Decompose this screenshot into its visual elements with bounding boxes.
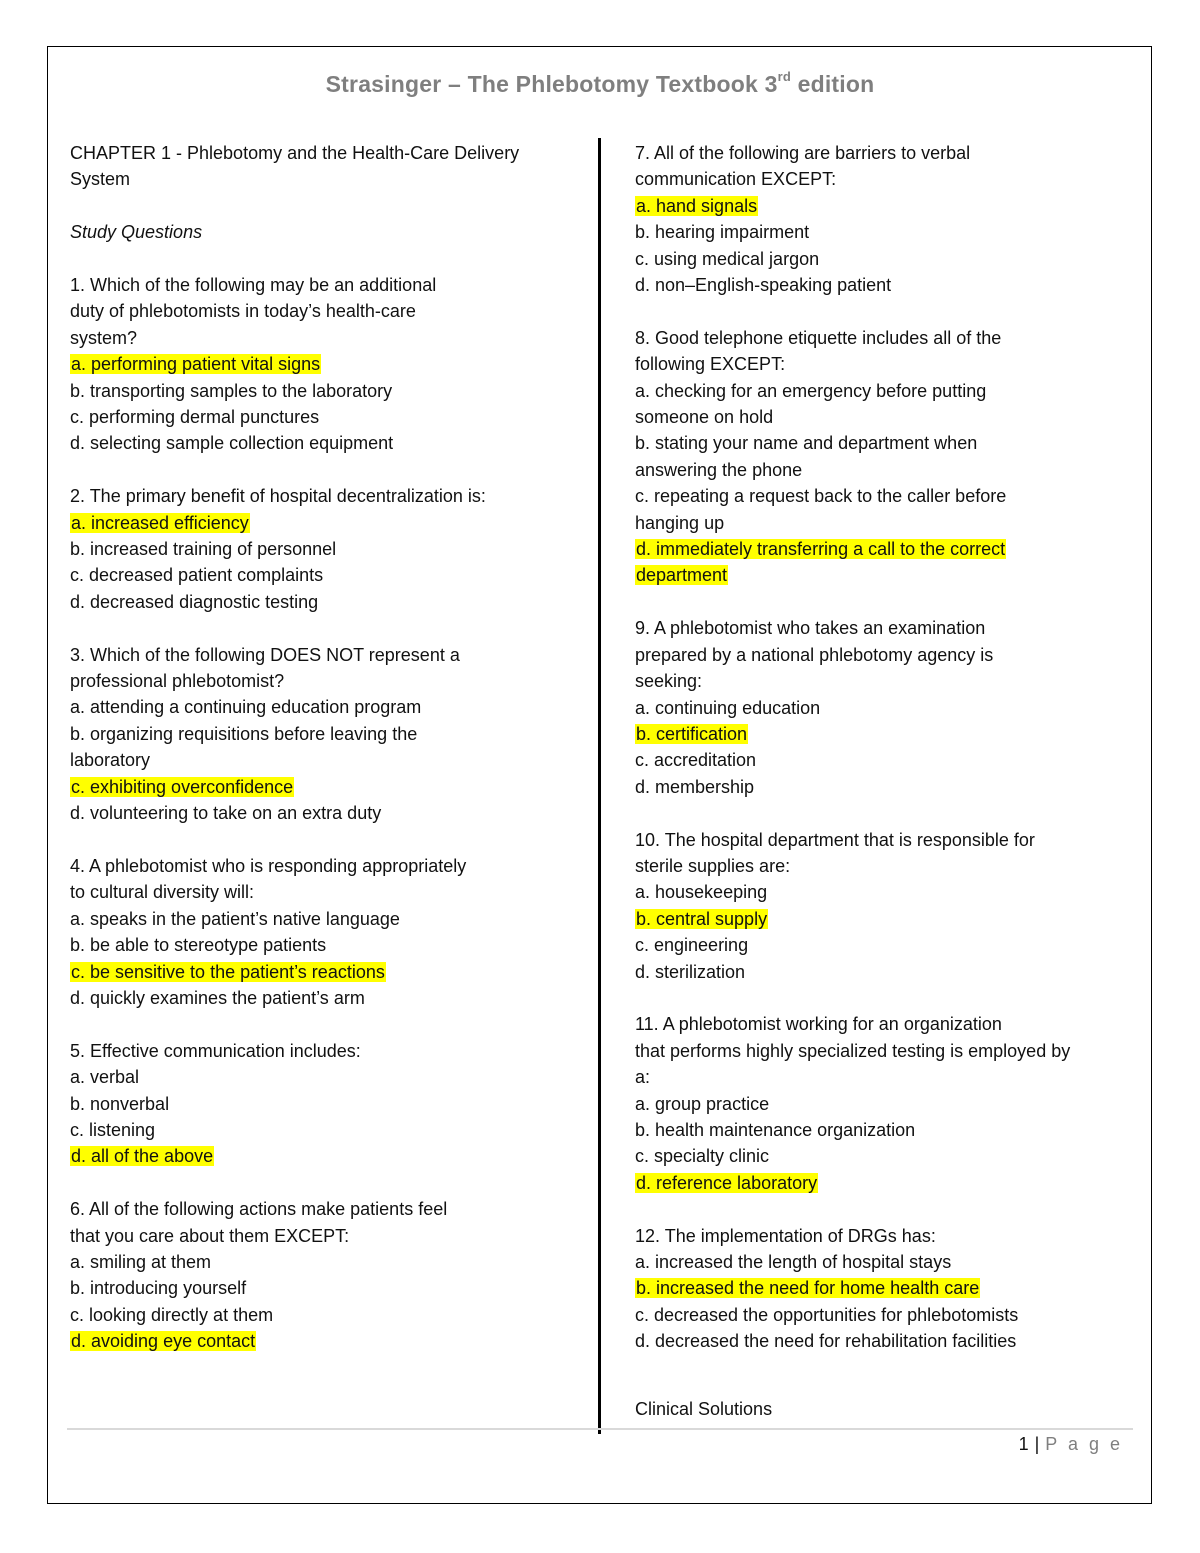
chapter-heading-cont: System bbox=[70, 169, 131, 190]
answer-correct: b. central supply bbox=[636, 908, 768, 929]
page-number bbox=[1019, 1434, 1123, 1455]
answer-correct: department bbox=[636, 565, 728, 586]
answer-option: b. hearing impairment bbox=[635, 222, 810, 243]
answer-option: d. quickly examines the patient’s arm bbox=[70, 987, 365, 1008]
answer-option: b. transporting samples to the laboratory bbox=[70, 380, 393, 401]
answer-option: c. looking directly at them bbox=[70, 1304, 274, 1325]
answer-option: c. using medical jargon bbox=[635, 248, 820, 269]
question-text: a: bbox=[635, 1067, 651, 1088]
question-text: sterile supplies are: bbox=[635, 855, 791, 876]
question-10 bbox=[635, 827, 1135, 985]
question-text: 10. The hospital department that is responsible for bbox=[635, 829, 1035, 850]
footer-rule bbox=[67, 1428, 1133, 1430]
question-text: system? bbox=[70, 327, 138, 348]
question-text: that performs highly specialized testing is employed by bbox=[635, 1040, 1071, 1061]
answer-option: a. increased the length of hospital stays bbox=[635, 1251, 952, 1272]
answer-option: d. decreased diagnostic testing bbox=[70, 591, 319, 612]
question-text: following EXCEPT: bbox=[635, 354, 786, 375]
question-text: 11. A phlebotomist working for an organization bbox=[635, 1014, 1002, 1035]
answer-option: c. decreased the opportunities for phlebotomists bbox=[635, 1304, 1019, 1325]
answer-correct: c. exhibiting overconfidence bbox=[71, 776, 294, 797]
question-4 bbox=[70, 853, 590, 1011]
answer-option: b. be able to stereotype patients bbox=[70, 935, 327, 956]
question-text: 8. Good telephone etiquette includes all of the bbox=[635, 327, 1002, 348]
answer-correct: b. certification bbox=[636, 723, 748, 744]
answer-option: a. group practice bbox=[635, 1093, 770, 1114]
answer-correct: b. increased the need for home health care bbox=[636, 1278, 980, 1299]
answer-correct: d. avoiding eye contact bbox=[71, 1331, 256, 1352]
answer-correct: c. be sensitive to the patient’s reactions bbox=[71, 961, 385, 982]
question-text: 7. All of the following are barriers to verbal bbox=[635, 143, 971, 163]
question-1 bbox=[70, 272, 590, 457]
answer-option: c. decreased patient complaints bbox=[70, 565, 324, 586]
answer-correct: a. hand signals bbox=[636, 195, 758, 216]
answer-correct: d. all of the above bbox=[71, 1146, 214, 1167]
left-column bbox=[70, 140, 590, 1355]
column-divider bbox=[598, 138, 601, 1434]
question-7 bbox=[635, 140, 1135, 298]
answer-option: a. checking for an emergency before putting bbox=[635, 380, 987, 401]
section-heading: Study Questions bbox=[70, 222, 203, 243]
clinical-solutions-heading: Clinical Solutions bbox=[635, 1399, 773, 1419]
page-number-value: 1 bbox=[1018, 1434, 1029, 1454]
question-text: to cultural diversity will: bbox=[70, 882, 255, 903]
answer-option: b. introducing yourself bbox=[70, 1278, 247, 1299]
answer-option: b. nonverbal bbox=[70, 1093, 170, 1114]
question-text: that you care about them EXCEPT: bbox=[70, 1225, 350, 1246]
answer-option: d. sterilization bbox=[635, 961, 746, 982]
question-text: 1. Which of the following may be an additional bbox=[70, 275, 437, 295]
answer-option: c. performing dermal punctures bbox=[70, 407, 320, 428]
chapter-heading: CHAPTER 1 - Phlebotomy and the Health-Care Delivery bbox=[70, 143, 520, 163]
answer-option: a. speaks in the patient’s native language bbox=[70, 908, 400, 929]
question-text: 9. A phlebotomist who takes an examination bbox=[635, 618, 986, 639]
question-text: prepared by a national phlebotomy agency is bbox=[635, 644, 994, 665]
answer-option: c. specialty clinic bbox=[635, 1146, 770, 1167]
answer-option: c. repeating a request back to the caller before bbox=[635, 486, 1007, 507]
answer-option: d. volunteering to take on an extra duty bbox=[70, 803, 382, 824]
answer-option: hanging up bbox=[635, 512, 725, 533]
question-6 bbox=[70, 1196, 590, 1354]
answer-correct: d. immediately transferring a call to the correct bbox=[636, 539, 1006, 560]
answer-option: laboratory bbox=[70, 750, 151, 771]
answer-option: c. accreditation bbox=[635, 750, 757, 771]
answer-option: a. housekeeping bbox=[635, 882, 768, 903]
answer-correct: d. reference laboratory bbox=[636, 1172, 818, 1193]
question-text: professional phlebotomist? bbox=[70, 671, 285, 692]
question-5 bbox=[70, 1038, 590, 1170]
answer-option: b. organizing requisitions before leaving the bbox=[70, 723, 418, 744]
question-2 bbox=[70, 483, 590, 615]
question-text: 4. A phlebotomist who is responding appropriately bbox=[70, 855, 467, 876]
right-column bbox=[635, 140, 1135, 1422]
question-8 bbox=[635, 325, 1135, 589]
answer-option: a. smiling at them bbox=[70, 1251, 212, 1272]
answer-option: d. membership bbox=[635, 776, 755, 797]
question-text: seeking: bbox=[635, 671, 703, 692]
answer-option: c. engineering bbox=[635, 935, 749, 956]
answer-option: d. decreased the need for rehabilitation facilities bbox=[635, 1331, 1017, 1352]
answer-option: a. continuing education bbox=[635, 697, 821, 718]
title-superscript: rd bbox=[777, 69, 791, 85]
answer-option: a. verbal bbox=[70, 1067, 140, 1088]
question-text: 6. All of the following actions make patients feel bbox=[70, 1199, 448, 1220]
document-title: Strasinger – The Phlebotomy Textbook 3rd edition bbox=[325, 69, 875, 97]
page-number-separator: | bbox=[1034, 1434, 1040, 1454]
question-3 bbox=[70, 642, 590, 827]
question-text: 3. Which of the following DOES NOT represent a bbox=[70, 644, 460, 665]
answer-correct: a. performing patient vital signs bbox=[71, 354, 321, 375]
answer-option: b. health maintenance organization bbox=[635, 1119, 916, 1140]
answer-option: answering the phone bbox=[635, 459, 803, 480]
question-11 bbox=[635, 1011, 1135, 1196]
question-9 bbox=[635, 615, 1135, 800]
answer-option: a. attending a continuing education program bbox=[70, 697, 422, 718]
question-text: 2. The primary benefit of hospital decentralization is: bbox=[70, 486, 486, 507]
answer-option: d. selecting sample collection equipment bbox=[70, 433, 394, 454]
answer-option: d. non–English-speaking patient bbox=[635, 275, 892, 296]
question-12 bbox=[635, 1223, 1135, 1355]
question-text: 5. Effective communication includes: bbox=[70, 1040, 361, 1061]
answer-option: b. increased training of personnel bbox=[70, 539, 337, 560]
answer-option: someone on hold bbox=[635, 407, 774, 428]
answer-correct: a. increased efficiency bbox=[71, 512, 249, 533]
question-text: 12. The implementation of DRGs has: bbox=[635, 1225, 936, 1246]
question-text: duty of phlebotomists in today’s health-care bbox=[70, 301, 416, 322]
page-word: P a g e bbox=[1045, 1434, 1123, 1454]
answer-option: b. stating your name and department when bbox=[635, 433, 978, 454]
question-text: communication EXCEPT: bbox=[635, 169, 837, 190]
answer-option: c. listening bbox=[70, 1119, 156, 1140]
